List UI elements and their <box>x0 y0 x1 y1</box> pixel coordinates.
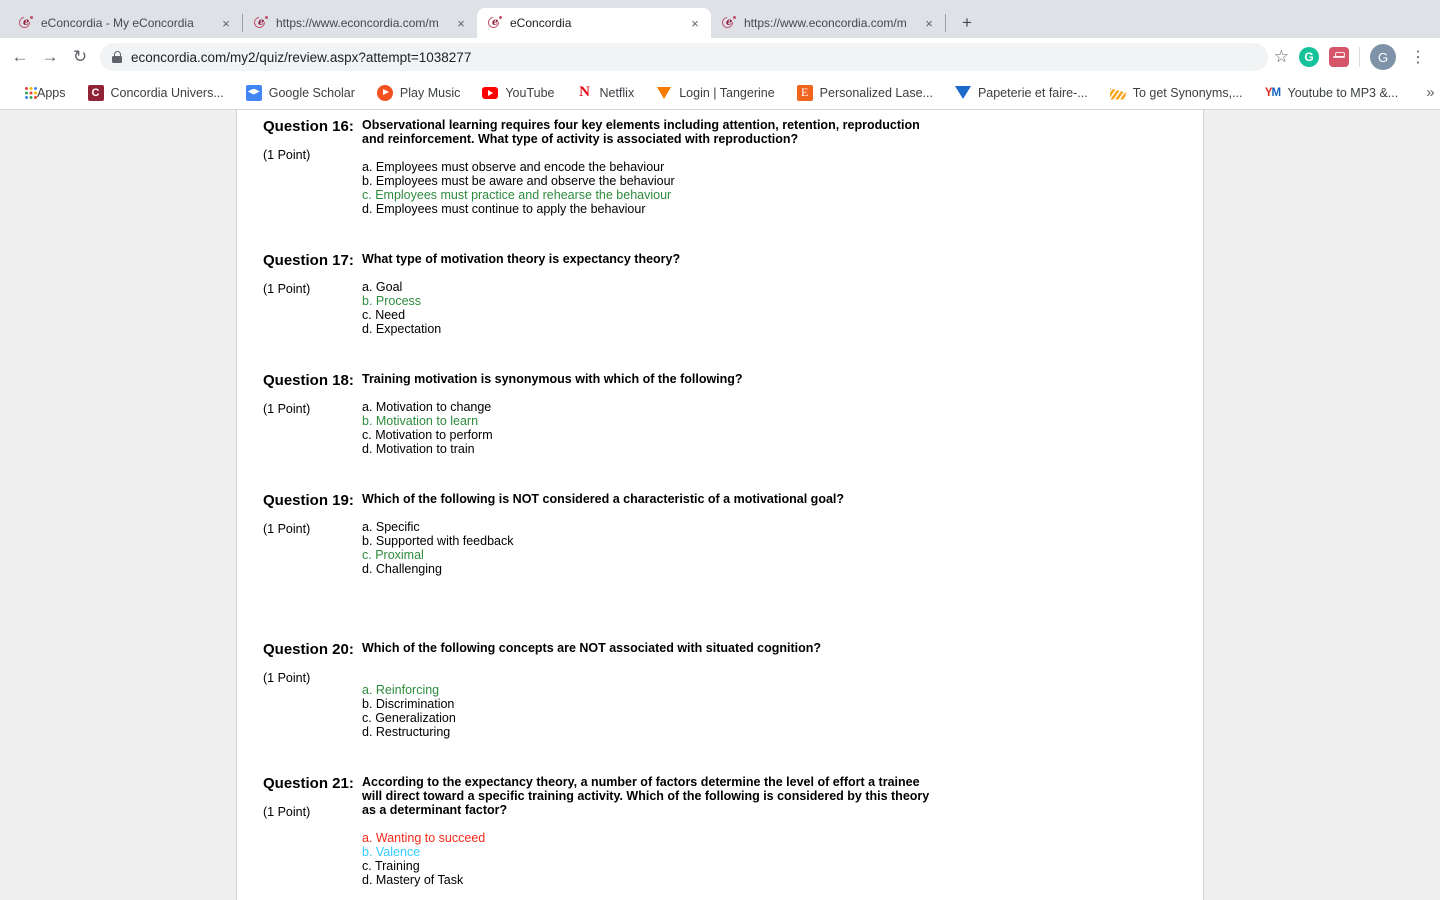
bookmark-youtube[interactable]: YouTube <box>482 85 554 101</box>
bookmark-apps[interactable]: Apps <box>14 85 66 101</box>
option-d: d. Motivation to train <box>362 442 475 456</box>
tab-econcordia-url-2[interactable] <box>711 8 945 38</box>
question-number: Question 19: <box>263 492 354 509</box>
bookmark-synonyms[interactable]: To get Synonyms,... <box>1110 85 1243 101</box>
question-points: (1 Point) <box>263 148 311 162</box>
option-a: a. Wanting to succeed <box>362 831 486 845</box>
question-meta <box>263 775 362 887</box>
options-list <box>362 400 1203 456</box>
bookmark-netflix[interactable]: N Netflix <box>576 85 634 101</box>
question-body <box>362 252 1203 336</box>
tab-title: eConcordia <box>510 16 572 30</box>
question-meta <box>263 118 362 216</box>
option-d: d. Restructuring <box>362 725 451 739</box>
question-text: Training motivation is synonymous with which of the following? <box>362 372 743 386</box>
question-body <box>362 118 1203 216</box>
question-meta <box>263 252 362 336</box>
ym-icon: Y M <box>1264 86 1281 99</box>
close-icon[interactable]: × <box>222 15 230 31</box>
bookmarks-bar <box>0 76 1440 110</box>
browser-toolbar <box>0 38 1440 76</box>
netflix-icon: N <box>579 84 590 100</box>
vistaprint-icon <box>955 85 971 101</box>
question-text: According to the expectancy theory, a number of factors determine the level of effort a trainee will direct toward a specific training activity. Which of the following is considered by this theory as a determinant factor? <box>362 775 930 817</box>
question-16 <box>263 118 1203 216</box>
tab-my-econcordia[interactable] <box>8 8 242 38</box>
tangerine-icon <box>656 85 672 101</box>
option-a: a. Reinforcing <box>362 683 440 697</box>
question-number: Question 20: <box>263 641 354 658</box>
option-a: a. Goal <box>362 280 403 294</box>
page-background <box>0 110 1440 900</box>
question-points: (1 Point) <box>263 522 311 536</box>
option-b: b. Discrimination <box>362 697 455 711</box>
question-number: Question 17: <box>263 252 354 269</box>
econcordia-favicon: e <box>18 15 34 31</box>
question-body <box>362 372 1203 456</box>
forward-button[interactable]: → <box>41 47 59 66</box>
tab-title: eConcordia - My eConcordia <box>41 16 194 30</box>
option-d: d. Employees must continue to apply the behaviour <box>362 202 646 216</box>
econcordia-favicon: e <box>721 15 737 31</box>
option-b: b. Employees must be aware and observe the behaviour <box>362 174 675 188</box>
tab-title: https://www.econcordia.com/m <box>276 16 439 30</box>
bookmark-google-scholar[interactable]: Google Scholar <box>246 85 355 101</box>
option-c: c. Generalization <box>362 711 456 725</box>
close-icon[interactable]: × <box>457 15 465 31</box>
question-meta <box>263 492 362 576</box>
option-b: b. Motivation to learn <box>362 414 479 428</box>
bookmarks-overflow-icon[interactable]: » <box>1426 84 1435 101</box>
question-body <box>362 641 1203 739</box>
option-d: d. Mastery of Task <box>362 873 464 887</box>
etsy-icon: E <box>797 85 813 101</box>
question-text: Observational learning requires four key elements including attention, retention, reproduction and reinforcement. What type of activity is associated with reproduction? <box>362 118 920 146</box>
option-c: c. Motivation to perform <box>362 428 493 442</box>
question-number: Question 21: <box>263 775 354 792</box>
options-list <box>362 280 1203 336</box>
question-18 <box>263 372 1203 456</box>
econcordia-favicon: e <box>253 15 269 31</box>
bookmark-papeterie[interactable]: Papeterie et faire-... <box>955 85 1088 101</box>
tab-divider <box>945 14 946 32</box>
bookmark-star-icon[interactable]: ☆ <box>1273 47 1289 66</box>
question-17 <box>263 252 1203 336</box>
options-list <box>362 160 1203 216</box>
close-icon[interactable]: × <box>925 15 933 31</box>
bookmark-tangerine[interactable]: Login | Tangerine <box>656 85 774 101</box>
question-text: Which of the following concepts are NOT associated with situated cognition? <box>362 641 822 655</box>
lock-icon[interactable] <box>112 51 122 63</box>
question-meta <box>263 372 362 456</box>
option-a: a. Motivation to change <box>362 400 492 414</box>
question-number: Question 18: <box>263 372 354 389</box>
option-b: b. Valence <box>362 845 421 859</box>
bookmark-play-music[interactable]: Play Music <box>377 85 460 101</box>
bookmark-etsy[interactable]: E Personalized Lase... <box>797 85 933 101</box>
tab-econcordia-url-1[interactable] <box>243 8 477 38</box>
option-d: d. Challenging <box>362 562 442 576</box>
bookmark-concordia[interactable]: C Concordia Univers... <box>88 85 224 101</box>
option-b: b. Supported with feedback <box>362 534 514 548</box>
option-b: b. Process <box>362 294 422 308</box>
profile-avatar[interactable]: G <box>1370 44 1396 70</box>
toolbar-right <box>1274 44 1432 70</box>
option-c: c. Training <box>362 859 420 873</box>
option-c: c. Employees must practice and rehearse the behaviour <box>362 188 672 202</box>
quiz-review-content <box>236 110 1204 900</box>
question-points: (1 Point) <box>263 805 311 819</box>
question-body <box>362 775 1203 887</box>
bookmark-youtube-mp3[interactable]: Y M Youtube to MP3 &... <box>1264 85 1399 100</box>
address-bar[interactable] <box>100 43 1268 71</box>
question-meta <box>263 641 362 739</box>
close-icon[interactable]: × <box>691 15 699 31</box>
play-music-icon <box>377 85 393 101</box>
tab-strip <box>0 0 1440 38</box>
question-text: What type of motivation theory is expectancy theory? <box>362 252 681 266</box>
tab-econcordia-active[interactable] <box>477 8 711 38</box>
options-list <box>362 683 1203 739</box>
youtube-icon <box>482 85 498 101</box>
question-points: (1 Point) <box>263 671 311 685</box>
reload-button[interactable]: ↻ <box>72 47 88 66</box>
options-list <box>362 520 1203 576</box>
concordia-icon: C <box>88 85 104 101</box>
options-list <box>362 831 1203 887</box>
question-points: (1 Point) <box>263 402 311 416</box>
extension-icon[interactable] <box>1329 47 1349 67</box>
new-tab-button[interactable]: + <box>962 13 972 32</box>
question-number: Question 16: <box>263 118 354 135</box>
question-20 <box>263 641 1203 739</box>
url-text[interactable]: econcordia.com/my2/quiz/review.aspx?attempt=1038277 <box>131 49 472 65</box>
thesaurus-fan-icon <box>1110 85 1126 101</box>
question-body <box>362 492 1203 576</box>
question-19 <box>263 492 1203 576</box>
google-scholar-icon <box>246 85 262 101</box>
question-21 <box>263 775 1203 887</box>
option-a: a. Employees must observe and encode the behaviour <box>362 160 665 174</box>
back-button[interactable]: ← <box>11 47 29 66</box>
question-points: (1 Point) <box>263 282 311 296</box>
menu-icon[interactable]: ⋮ <box>1410 49 1426 66</box>
econcordia-favicon: e <box>487 15 503 31</box>
toolbar-divider <box>1359 47 1360 67</box>
option-a: a. Specific <box>362 520 420 534</box>
option-c: c. Proximal <box>362 548 424 562</box>
apps-grid-icon <box>14 85 30 101</box>
tab-title: https://www.econcordia.com/m <box>744 16 907 30</box>
question-text: Which of the following is NOT considered a characteristic of a motivational goal? <box>362 492 845 506</box>
grammarly-extension-icon[interactable]: G <box>1299 47 1319 67</box>
option-c: c. Need <box>362 308 406 322</box>
option-d: d. Expectation <box>362 322 442 336</box>
